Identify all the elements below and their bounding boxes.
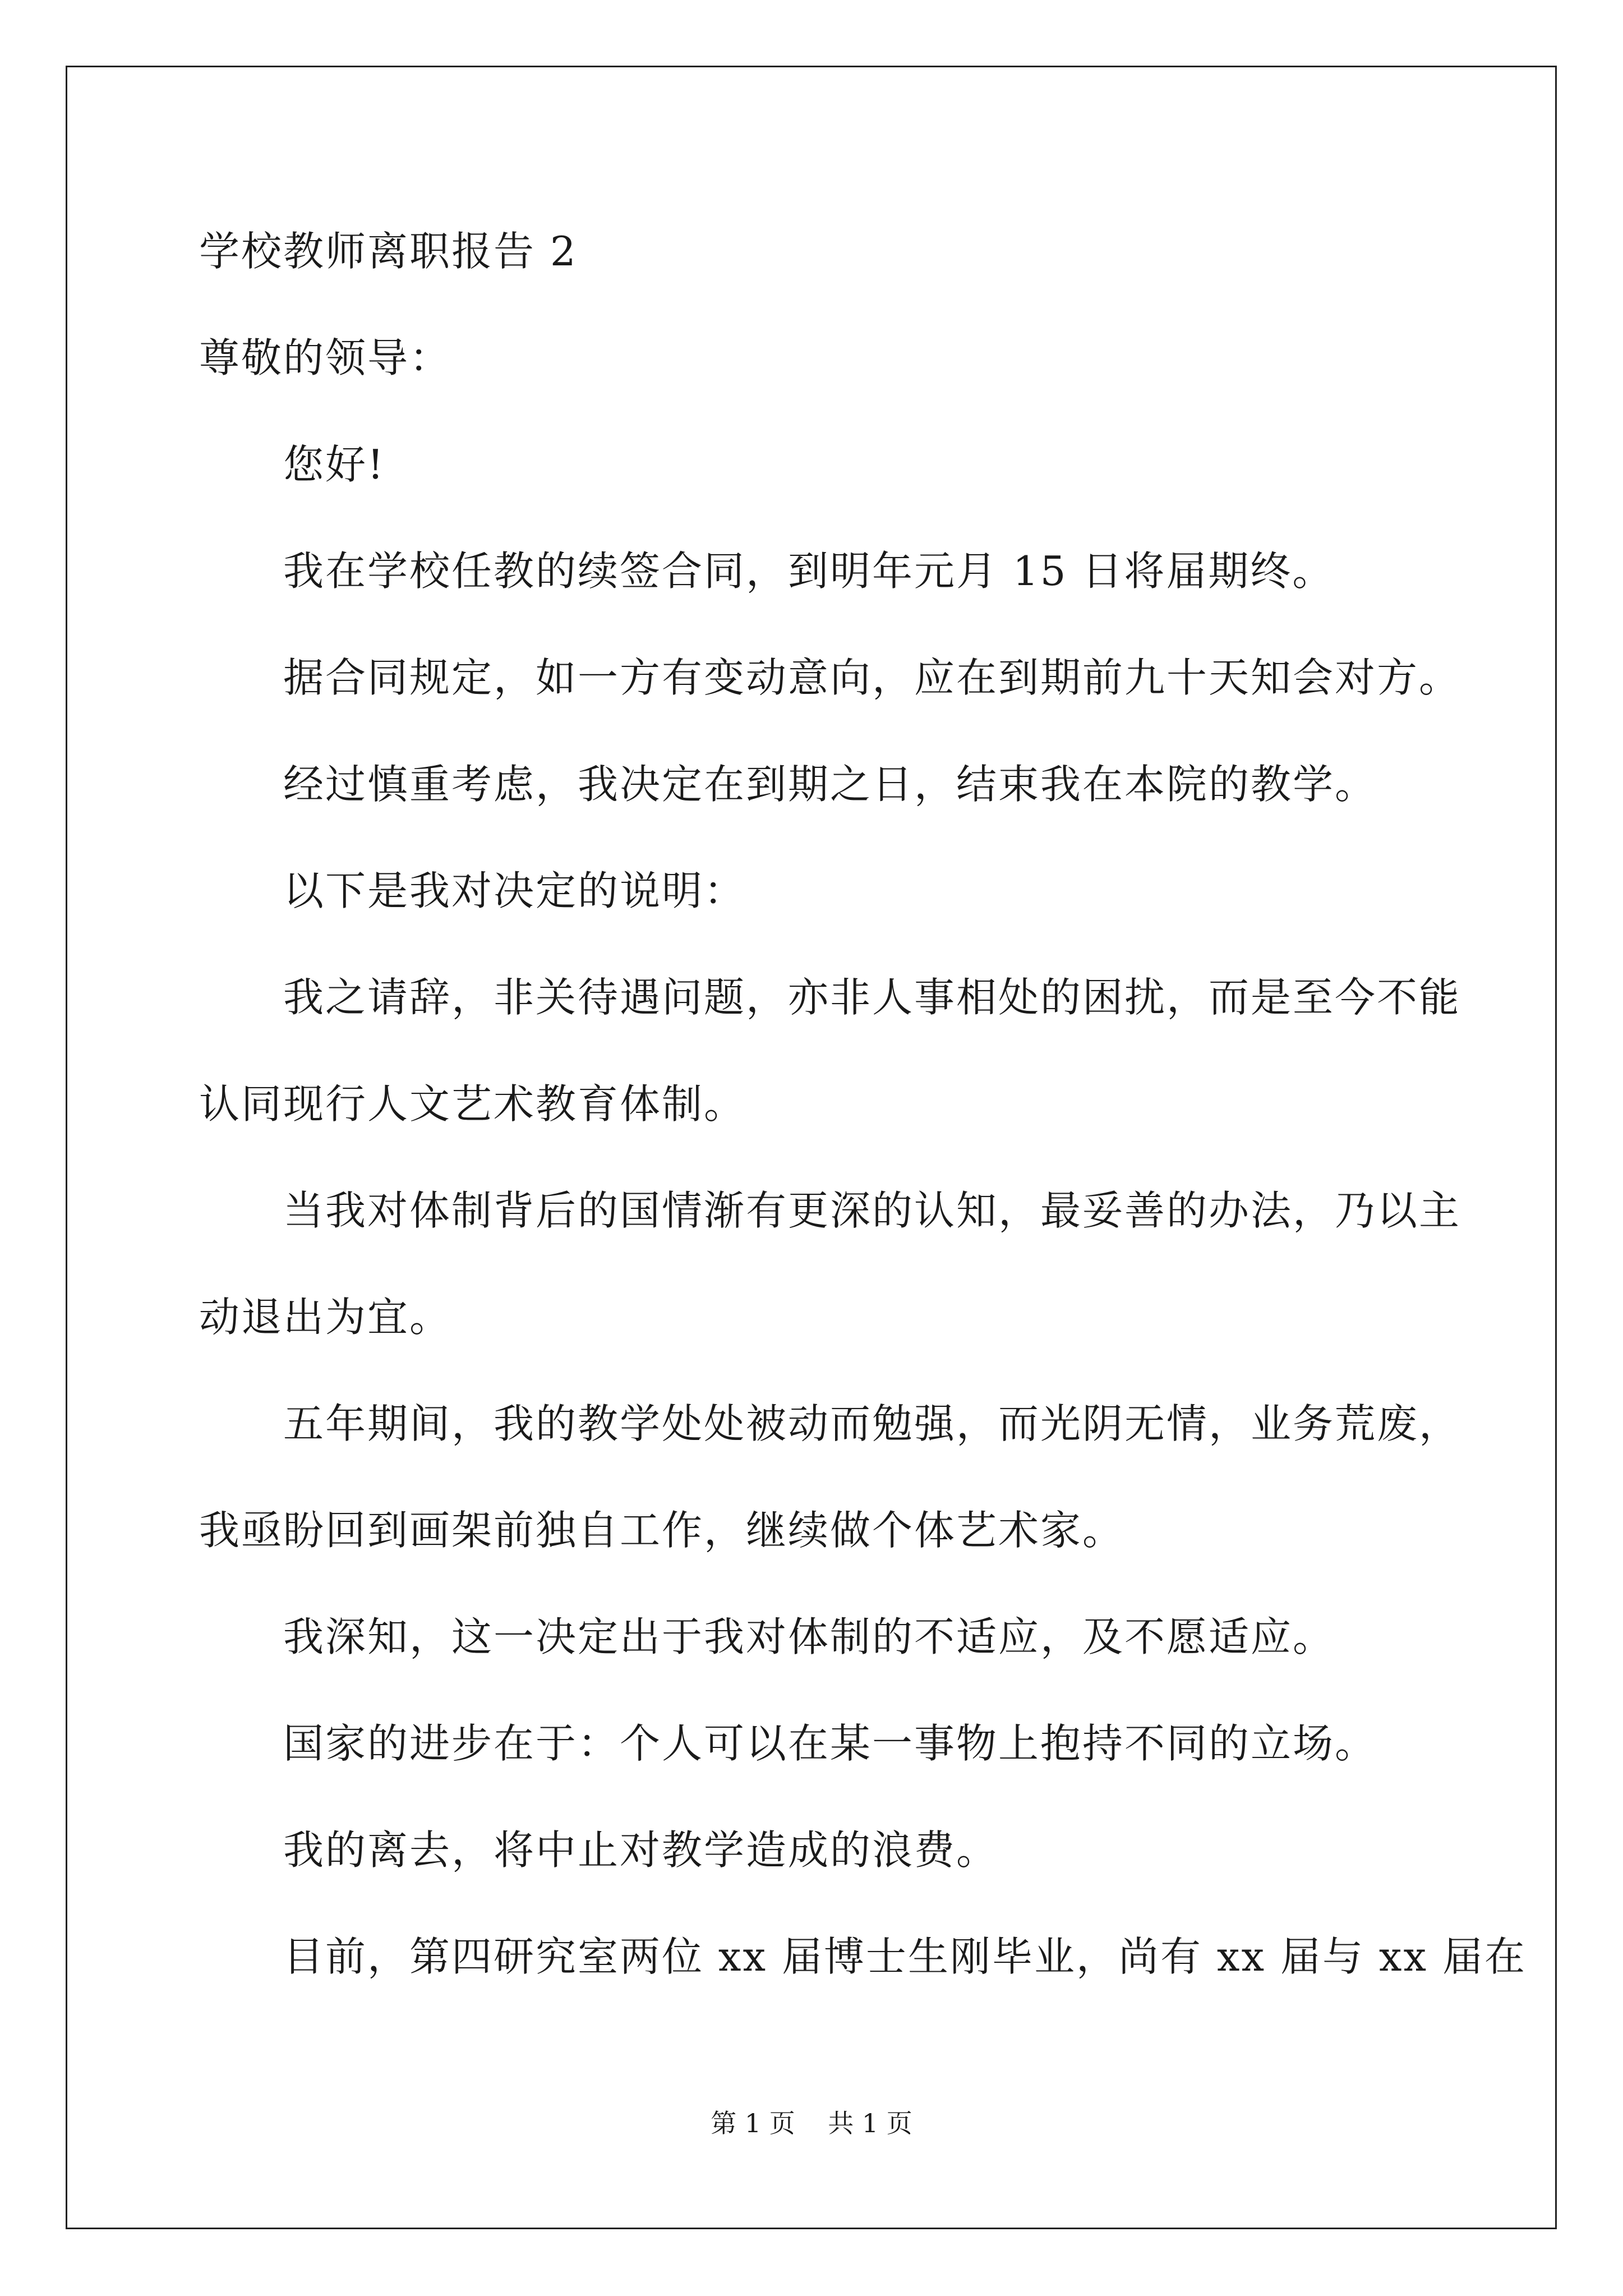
paragraph-line-continued: 我亟盼回到画架前独自工作，继续做个体艺术家。 (199, 1507, 1125, 1554)
paragraph-line: 我深知，这一决定出于我对体制的不适应，及不愿适应。 (283, 1613, 1335, 1660)
greeting: 您好! (283, 441, 385, 488)
paragraph-line: 我之请辞，非关待遇问题，亦非人事相处的困扰，而是至今不能 (283, 974, 1461, 1021)
paragraph-line: 以下是我对决定的说明： (283, 867, 746, 914)
salutation: 尊敬的领导： (199, 334, 452, 381)
page-border (66, 66, 1557, 2229)
paragraph-line-continued: 认同现行人文艺术教育体制。 (199, 1080, 746, 1128)
paragraph-line: 经过慎重考虑，我决定在到期之日，结束我在本院的教学。 (283, 761, 1377, 808)
paragraph-line: 据合同规定，如一方有变动意向，应在到期前九十天知会对方。 (283, 654, 1461, 701)
paragraph-line-continued: 动退出为宜。 (199, 1294, 452, 1341)
page-number-footer: 第 1 页 共 1 页 (711, 2108, 912, 2138)
paragraph-line: 当我对体制背后的国情渐有更深的认知，最妥善的办法，乃以主 (283, 1187, 1461, 1234)
paragraph-line: 国家的进步在于：个人可以在某一事物上抱持不同的立场。 (283, 1720, 1377, 1767)
paragraph-line: 目前，第四研究室两位 xx 届博士生刚毕业，尚有 xx 届与 xx 届在 (283, 1933, 1527, 1980)
paragraph-line: 五年期间，我的教学处处被动而勉强，而光阴无情，业务荒废， (283, 1400, 1461, 1447)
paragraph-line: 我的离去，将中止对教学造成的浪费。 (283, 1826, 999, 1874)
paragraph-line: 我在学校任教的续签合同，到明年元月 15 日将届期终。 (283, 547, 1335, 595)
document-title: 学校教师离职报告 2 (199, 228, 578, 275)
